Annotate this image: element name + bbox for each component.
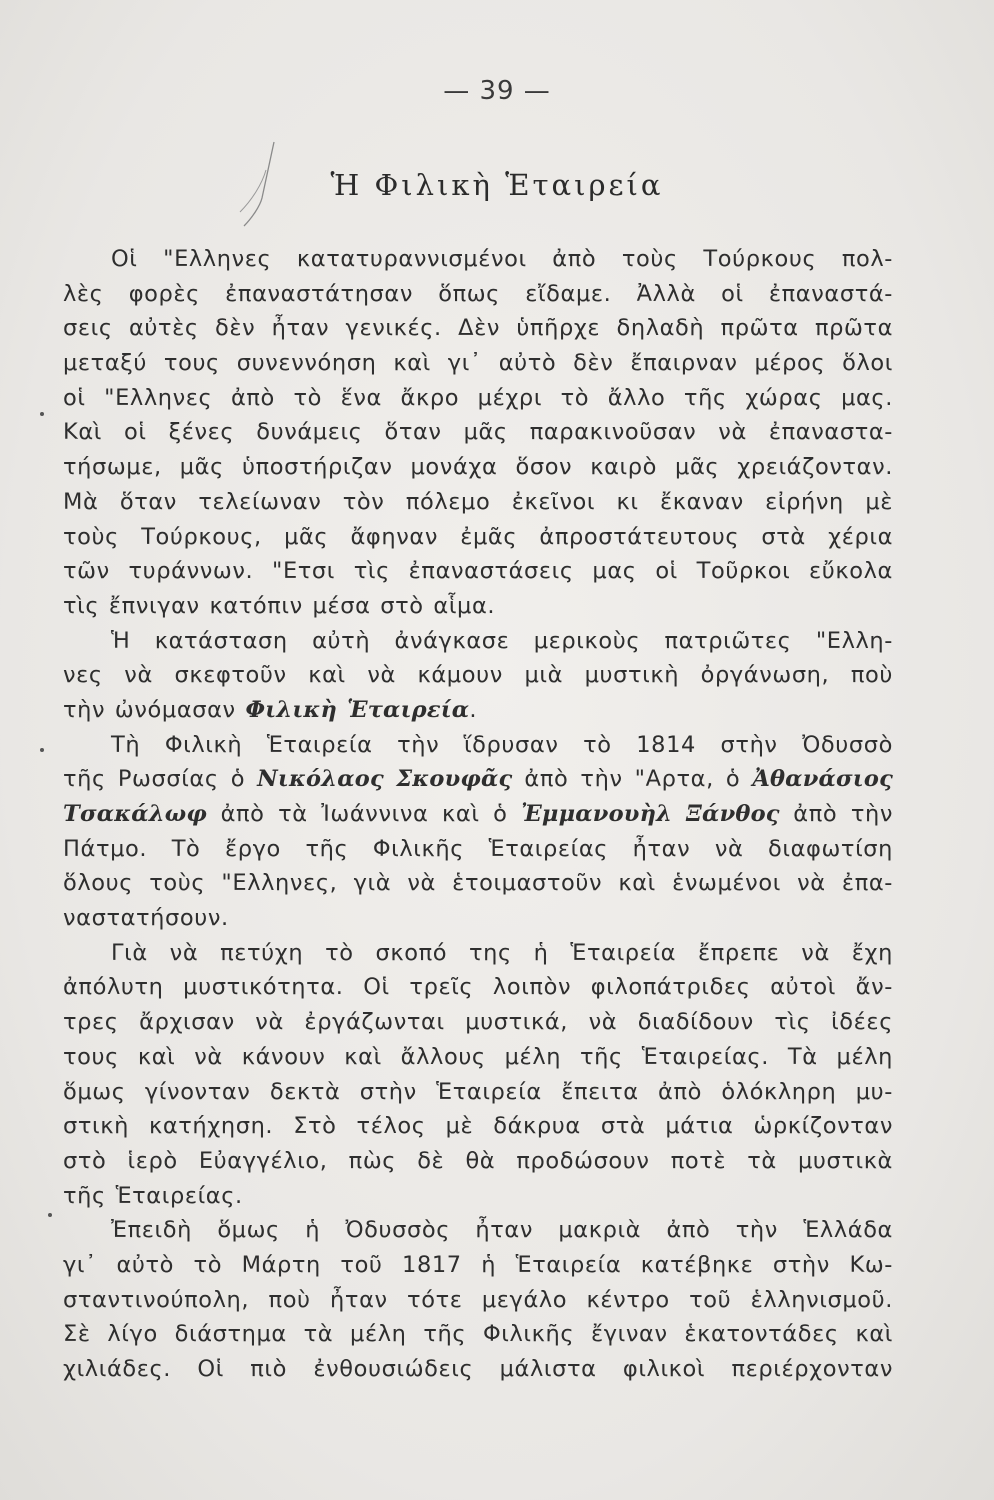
text-line: γι᾽ αὐτὸ τὸ Μάρτη τοῦ 1817 ἡ Ἑταιρεία κατέβηκε στὴν Κω-: [63, 1251, 893, 1278]
text-line: τους καὶ νὰ κάνουν καὶ ἄλλους μέλη τῆς Ἑταιρείας. Τὰ μέλη: [63, 1043, 893, 1070]
speck: [48, 1213, 52, 1217]
text-line: νες νὰ σκεφτοῦν καὶ νὰ κάμουν μιὰ μυστικὴ ὀργάνωση, ποὺ: [63, 662, 893, 689]
text-line: χιλιάδες. Οἱ πιὸ ἐνθουσιώδεις μάλιστα φιλικοὶ περιέρχονταν: [63, 1356, 893, 1382]
body-text: [63, 242, 893, 1387]
text-line: τῆς Ἑταιρείας.: [63, 1182, 243, 1209]
text-line: τοὺς Τούρκους, μᾶς ἄφηναν ἐμᾶς ἀπροστάτευτους στὰ χέρια: [63, 523, 893, 550]
text-line: στὸ ἱερὸ Εὐαγγέλιο, πὼς δὲ θὰ προδώσουν ποτὲ τὰ μυστικὰ: [63, 1147, 893, 1174]
text-line: Ἡ κατάσταση αὐτὴ ἀνάγκασε μερικοὺς πατριῶτες "Ελλη-: [111, 627, 893, 654]
text-segment: ἀπὸ τὴν "Αρτα, ὁ: [512, 766, 753, 793]
text-line: ὅλους τοὺς "Ελληνες, γιὰ νὰ ἑτοιμαστοῦν καὶ ἑνωμένοι νὰ ἐπα-: [63, 870, 893, 897]
speck: [40, 412, 44, 416]
text-line: τῶν τυράννων. "Ετσι τὶς ἐπαναστάσεις μας οἱ Τοῦρκοι εὔκολα: [63, 558, 893, 585]
text-segment: ἀπὸ τὴν: [779, 801, 894, 827]
text-segment: .: [469, 696, 478, 723]
emphasized-name: Ἐμμανουὴλ Ξάνθος: [521, 801, 780, 827]
text-line: Γιὰ νὰ πετύχη τὸ σκοπό της ἡ Ἑταιρεία ἔπρεπε νὰ ἔχη: [111, 939, 893, 966]
text-segment: τῆς Ρωσσίας ὁ: [63, 766, 258, 793]
chapter-title: Ἡ Φιλικὴ Ἑταιρεία: [330, 168, 664, 202]
text-line: Πάτμο. Τὸ ἔργο τῆς Φιλικῆς Ἑταιρείας ἦταν νὰ διαφωτίση: [63, 835, 893, 862]
text-line: Σὲ λίγο διάστημα τὰ μέλη τῆς Φιλικῆς ἔγιναν ἑκατοντάδες καὶ: [63, 1321, 893, 1348]
text-line: τήσωμε, μᾶς ὑποστήριζαν μονάχα ὅσον καιρὸ μᾶς χρειάζονταν.: [63, 454, 893, 481]
text-line: ναστατήσουν.: [63, 905, 229, 932]
text-line: τρες ἄρχισαν νὰ ἐργάζωνται μυστικά, νὰ διαδίδουν τὶς ἰδέες: [63, 1009, 893, 1036]
text-line: στικὴ κατήχηση. Στὸ τέλος μὲ δάκρυα στὰ μάτια ὡρκίζονταν: [63, 1113, 893, 1140]
page-number: — 39 —: [443, 76, 551, 106]
text-line: [63, 693, 893, 728]
emphasized-name: Τσακάλωφ: [63, 801, 207, 827]
text-line: μεταξύ τους συνεννόηση καὶ γι᾽ αὐτὸ δὲν ἔπαιρναν μέρος ὅλοι: [63, 350, 893, 377]
text-line: σταντινούπολη, ποὺ ἦταν τότε μεγάλο κέντρο τοῦ ἑλληνισμοῦ.: [63, 1286, 893, 1313]
text-line: ἀπόλυτη μυστικότητα. Οἱ τρεῖς λοιπὸν φιλοπάτριδες αὐτοὶ ἄν-: [63, 974, 893, 1001]
text-line: [63, 797, 893, 832]
text-line: Οἱ "Ελληνες κατατυραννισμένοι ἀπὸ τοὺς Τούρκους πολ-: [111, 246, 893, 272]
speck: [40, 748, 44, 752]
text-segment: ἀπὸ τὰ Ἰωάννινα καὶ ὁ: [206, 801, 522, 827]
text-line: ὅμως γίνονταν δεκτὰ στὴν Ἑταιρεία ἔπειτα ἀπὸ ὁλόκληρη μυ-: [63, 1078, 893, 1105]
text-line: οἱ "Ελληνες ἀπὸ τὸ ἕνα ἄκρο μέχρι τὸ ἄλλο τῆς χώρας μας.: [63, 384, 893, 411]
text-line: Καὶ οἱ ξένες δυνάμεις ὅταν μᾶς παρακινοῦσαν νὰ ἐπαναστα-: [63, 419, 893, 446]
text-line: τὶς ἔπνιγαν κατόπιν μέσα στὸ αἷμα.: [63, 592, 496, 619]
text-line: Μὰ ὅταν τελείωναν τὸν πόλεμο ἐκεῖνοι κι ἔκαναν εἰρήνη μὲ: [63, 488, 893, 515]
text-line: Τὴ Φιλικὴ Ἑταιρεία τὴν ἵδρυσαν τὸ 1814 στὴν Ὀδυσσὸ: [111, 731, 893, 758]
emphasized-name: Φιλικὴ Ἑταιρεία: [245, 696, 470, 723]
emphasized-name: Νικόλαος Σκουφᾶς: [257, 766, 513, 793]
emphasized-name: Ἀθανάσιος: [752, 766, 894, 793]
text-line: [63, 762, 893, 797]
text-line: λὲς φορὲς ἐπαναστάτησαν ὅπως εἴδαμε. Ἀλλὰ οἱ ἐπαναστά-: [63, 280, 893, 307]
text-line: σεις αὐτὲς δὲν ἦταν γενικές. Δὲν ὑπῆρχε δηλαδὴ πρῶτα πρῶτα: [63, 315, 893, 342]
text-line: Ἐπειδὴ ὅμως ἡ Ὀδυσσὸς ἦταν μακριὰ ἀπὸ τὴν Ἑλλάδα: [111, 1217, 893, 1244]
text-segment: τὴν ὠνόμασαν: [63, 696, 246, 723]
